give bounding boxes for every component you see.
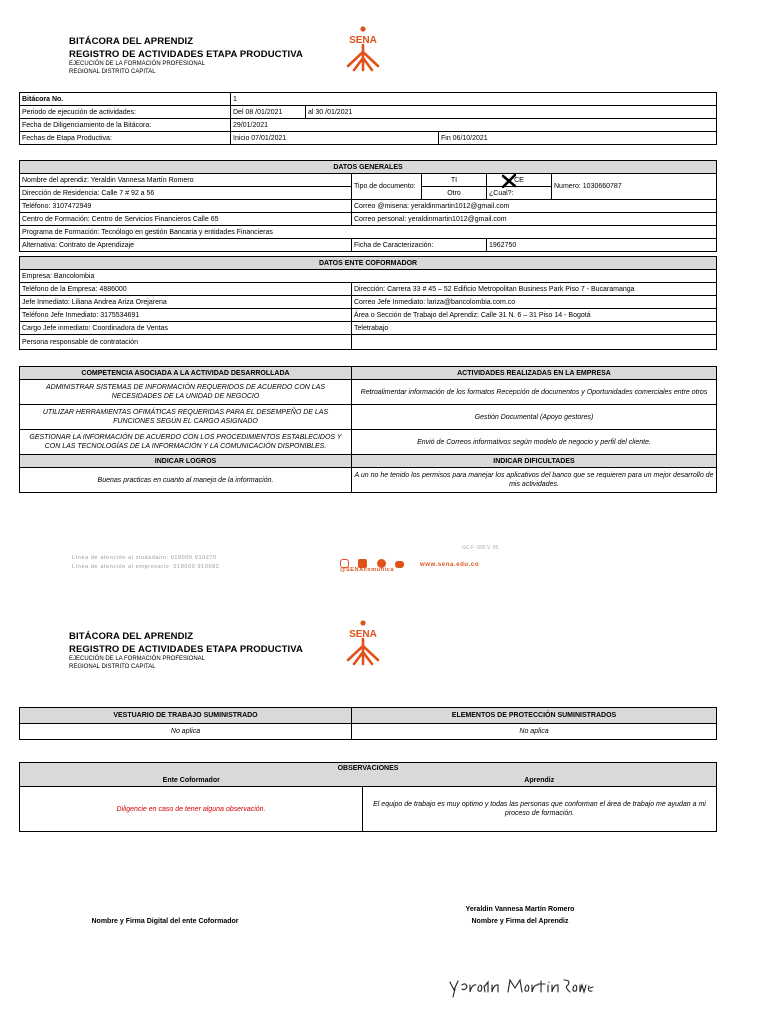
vestuario-value: No aplica: [20, 724, 352, 740]
footer-line-empresario: Línea de atención al empresario: 018000 910682: [72, 564, 220, 570]
correo-personal: Correo personal: yeraldinmartin1012@gmail.com: [352, 213, 717, 226]
modalidad: Teletrabajo: [352, 322, 717, 335]
obs-aprendiz-header: Aprendiz: [363, 774, 717, 787]
etapa-inicio: Inicio 07/01/2021: [231, 132, 439, 145]
tipo-cual: ¿Cual?:: [487, 187, 552, 200]
bitacora-no-label: Bitácora No.: [20, 93, 231, 106]
logros-header: INDICAR LOGROS: [20, 455, 352, 468]
datos-coformador-table: [19, 256, 717, 350]
cargo-jefe: Cargo Jefe inmediato: Coordinadora de Ventas: [20, 322, 352, 335]
observaciones-table: [19, 762, 717, 832]
persona-responsable-value: [352, 335, 717, 350]
periodo-label: Periodo de ejecución de actividades:: [20, 106, 231, 119]
vestuario-header: VESTUARIO DE TRABAJO SUMINISTRADO: [20, 708, 352, 724]
tipo-otro: Otro: [422, 187, 487, 200]
doc-title-line1-p2: BITÁCORA DEL APRENDIZ: [69, 631, 194, 642]
centro-formacion: Centro de Formación: Centro de Servicios Financieros Calle 65: [20, 213, 352, 226]
sena-logo-p2: [340, 620, 386, 666]
doc-title-line2: REGISTRO DE ACTIVIDADES ETAPA PRODUCTIVA: [69, 49, 303, 60]
sena-logo-icon: [340, 26, 386, 72]
dificultades-value: A un no he tenido los permisos para manejar los aplicativos del banco que se requieren para un mejor desarrollo de mis actividades.: [352, 468, 717, 493]
telefono-empresa: Teléfono de la Empresa: 4886000: [20, 283, 352, 296]
doc-title-line1: BITÁCORA DEL APRENDIZ: [69, 36, 194, 47]
firma-ente-label: Nombre y Firma Digital del ente Coformador: [91, 918, 239, 925]
datos-generales-table: [19, 160, 717, 252]
area-trabajo: Área o Sección de Trabajo del Aprendiz: Calle 31 N. 6 – 31 Piso 14 - Bogotá: [352, 309, 717, 322]
obs-ente-value: Diligencie en caso de tener alguna observación.: [20, 787, 363, 832]
correo-misena: Correo @misena: yeraldinmartin1012@gmail.com: [352, 200, 717, 213]
etapa-productiva-label: Fechas de Etapa Productiva:: [20, 132, 231, 145]
checkmark-x-icon: [502, 174, 516, 188]
nombre-aprendiz: Nombre del aprendiz: Yeraldin Vannesa Martín Romero: [20, 174, 352, 187]
footer-line-ciudadano: Línea de atención al ciudadano: 018000 910270: [72, 555, 217, 561]
etapa-fin: Fin 06/10/2021: [439, 132, 717, 145]
bitacora-info-table: [19, 92, 717, 145]
actividades-header: ACTIVIDADES REALIZADAS EN LA EMPRESA: [352, 367, 717, 380]
tipo-ti: TI: [422, 174, 487, 187]
direccion-residencia: Dirección de Residencia: Calle 7 # 92 a 56: [20, 187, 352, 200]
telefono-aprendiz: Teléfono: 3107472949: [20, 200, 352, 213]
firma-aprendiz-nombre: Yeraldin Vannesa Martín Romero: [465, 906, 575, 913]
youtube-icon[interactable]: [395, 561, 404, 568]
vestuario-table: [19, 707, 717, 740]
logros-value: Buenas practicas en cuanto al manejo de la información.: [20, 468, 352, 493]
fecha-diligenciamiento-label: Fecha de Diligenciamiento de la Bitácora:: [20, 119, 231, 132]
periodo-del: Del 08 /01/2021: [231, 106, 306, 119]
competencias-table: [19, 366, 717, 493]
tipo-documento-label: Tipo de documento:: [352, 174, 422, 200]
telefono-jefe: Teléfono Jefe Inmediato: 3175534691: [20, 309, 352, 322]
programa-formacion: Programa de Formación: Tecnólogo en gestión Bancaria y entidades Financieras: [20, 226, 717, 239]
alternativa: Alternativa: Contrato de Aprendizaje: [20, 239, 352, 252]
competencia-row-2: UTILIZAR HERRAMIENTAS OFIMÁTICAS REQUERIDAS PARA EL DESEMPEÑO DE LAS FUNCIONES SEGÚN EL CARGO ASIGNADO: [20, 405, 352, 430]
elementos-header: ELEMENTOS DE PROTECCIÓN SUMINISTRADOS: [352, 708, 717, 724]
tipo-ce: CE: [487, 174, 552, 187]
datos-generales-title: DATOS GENERALES: [20, 161, 717, 174]
actividad-row-1: Retroalimentar información de los formatos Recepción de documentos y Oportunidades comerciales entre otros: [352, 380, 717, 405]
empresa: Empresa: Bancolombia: [20, 270, 717, 283]
handwritten-signature: [446, 972, 596, 1002]
fecha-diligenciamiento-value: 29/01/2021: [231, 119, 717, 132]
observaciones-header: OBSERVACIONES: [20, 763, 717, 775]
form-code: GC-F -005 V. 05: [462, 545, 499, 551]
doc-subtitle-line4: REGIONAL DISTRITO CAPITAL: [69, 69, 156, 75]
direccion-empresa: Dirección: Carrera 33 # 45 – 52 Edificio Metropolitan Business Park Piso 7 - Bucaramanga: [352, 283, 717, 296]
bitacora-no-value: 1: [231, 93, 717, 106]
competencia-row-1: ADMINISTRAR SISTEMAS DE INFORMACIÓN REQUERIDOS DE ACUERDO CON LAS NECESIDADES DE LA UNIDAD DE NEGOCIO: [20, 380, 352, 405]
website-link[interactable]: www.sena.edu.co: [420, 562, 480, 568]
social-handle: @SENAcomunica: [340, 567, 395, 573]
ficha-label: Ficha de Caracterización:: [352, 239, 487, 252]
dificultades-header: INDICAR DIFICULTADES: [352, 455, 717, 468]
periodo-al: al 30 /01/2021: [306, 106, 717, 119]
doc-subtitle-line4-p2: REGIONAL DISTRITO CAPITAL: [69, 664, 156, 670]
competencia-row-3: GESTIONAR LA INFORMACIÓN DE ACUERDO CON LOS PROCEDIMIENTOS ESTABLECIDOS Y CON LAS TECNOLOGÍAS DE LA INFORMACIÓN Y LA COMUNICACIÓN DISPONIBLES.: [20, 430, 352, 455]
elementos-value: No aplica: [352, 724, 717, 740]
svg-text:SENA: SENA: [349, 35, 377, 46]
obs-aprendiz-value: El equipo de trabajo es muy optimo y todas las personas que conforman el área de trabajo me ayudan a mi proceso de formación.: [363, 787, 717, 832]
obs-ente-header: Ente Coformador: [20, 774, 363, 787]
correo-jefe: Correo Jefe Inmediato: lariza@bancolombia.com.co: [352, 296, 717, 309]
persona-responsable: Persona responsable de contratación: [20, 335, 352, 350]
competencia-header: COMPETENCIA ASOCIADA A LA ACTIVIDAD DESARROLLADA: [20, 367, 352, 380]
jefe-inmediato: Jefe Inmediato: Liliana Andrea Ariza Orejarena: [20, 296, 352, 309]
signature-image: [446, 972, 596, 1002]
doc-subtitle-line3-p2: EJECUCIÓN DE LA FORMACIÓN PROFESIONAL: [69, 656, 206, 662]
actividad-row-3: Envió de Correos informativos según modelo de negocio y perfil del cliente.: [352, 430, 717, 455]
actividad-row-2: Gestión Documental (Apoyo gestores): [352, 405, 717, 430]
firma-aprendiz-label: Nombre y Firma del Aprendiz: [471, 918, 569, 925]
doc-subtitle-line3: EJECUCIÓN DE LA FORMACIÓN PROFESIONAL: [69, 61, 206, 67]
ficha-value: 1962750: [487, 239, 717, 252]
coformador-title: DATOS ENTE COFORMADOR: [20, 257, 717, 270]
doc-title-line2-p2: REGISTRO DE ACTIVIDADES ETAPA PRODUCTIVA: [69, 644, 303, 655]
sena-logo: [340, 26, 386, 72]
sena-logo-icon-p2: [340, 620, 386, 666]
numero-documento: Numero: 1030660787: [552, 174, 717, 200]
svg-text:SENA: SENA: [349, 629, 377, 640]
